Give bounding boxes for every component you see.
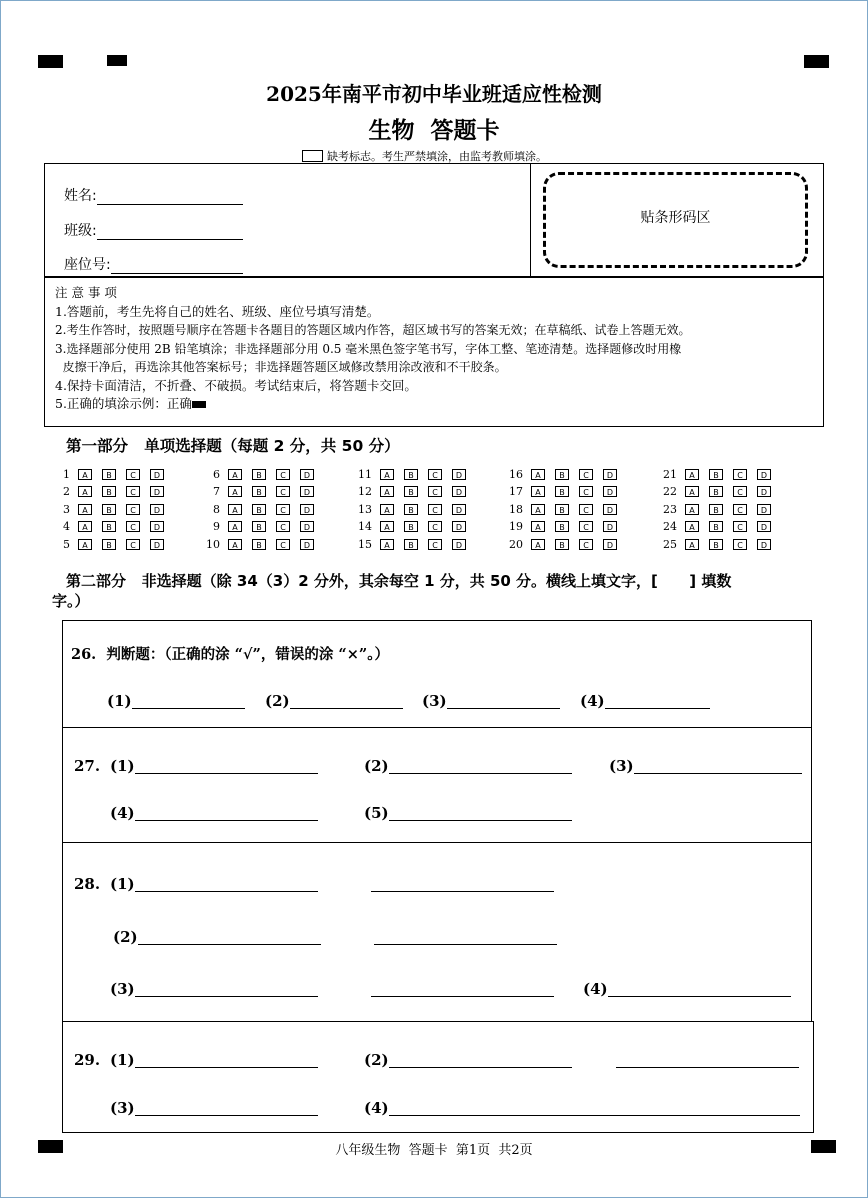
- mc-option-d-bubble[interactable]: D: [603, 486, 617, 497]
- mc-option-c-bubble[interactable]: C: [428, 504, 442, 515]
- info-divider: [530, 163, 531, 277]
- q28-number: 28.: [74, 875, 101, 893]
- mc-option-b-bubble[interactable]: B: [555, 504, 569, 515]
- q28-answer-3b[interactable]: [371, 996, 554, 997]
- mc-option-c-bubble[interactable]: C: [733, 486, 747, 497]
- mc-option-c-bubble[interactable]: C: [276, 469, 290, 480]
- mc-option-b-bubble[interactable]: B: [102, 504, 116, 515]
- mc-question-2: [50, 484, 174, 498]
- q29-answer-2b[interactable]: [616, 1067, 799, 1068]
- mc-option-a-bubble[interactable]: A: [78, 521, 92, 532]
- mc-option-d-bubble[interactable]: D: [452, 521, 466, 532]
- mc-question-number: 16: [509, 467, 523, 481]
- mc-option-a-bubble[interactable]: A: [380, 469, 394, 480]
- mc-option-b-bubble[interactable]: B: [555, 521, 569, 532]
- q29-part-4: (4): [364, 1099, 389, 1117]
- mc-option-b-bubble[interactable]: B: [404, 504, 418, 515]
- name-row: [64, 185, 243, 205]
- mc-option-a-bubble[interactable]: A: [531, 486, 545, 497]
- mc-option-a-bubble[interactable]: A: [380, 521, 394, 532]
- mc-option-c-bubble[interactable]: C: [276, 504, 290, 515]
- mc-question-1: [50, 467, 174, 481]
- mc-option-a-bubble[interactable]: A: [228, 504, 242, 515]
- mc-question-9: [200, 519, 324, 533]
- mc-question-14: [352, 519, 476, 533]
- q27-answer-2[interactable]: [389, 773, 572, 774]
- mc-question-8: [200, 502, 324, 516]
- mc-option-a-bubble[interactable]: A: [78, 469, 92, 480]
- barcode-label: 贴条形码区: [640, 210, 711, 226]
- q28-box: [62, 842, 812, 1022]
- q27-part-3: (3): [609, 757, 634, 775]
- mc-option-d-bubble[interactable]: D: [757, 469, 771, 480]
- mc-question-number: 23: [663, 502, 677, 516]
- mc-option-c-bubble[interactable]: C: [733, 521, 747, 532]
- mc-question-number: 18: [509, 502, 523, 516]
- mc-option-b-bubble[interactable]: B: [252, 521, 266, 532]
- mc-option-c-bubble[interactable]: C: [733, 539, 747, 550]
- mc-option-b-bubble[interactable]: B: [709, 486, 723, 497]
- mc-option-d-bubble[interactable]: D: [150, 521, 164, 532]
- mc-option-d-bubble[interactable]: D: [300, 486, 314, 497]
- class-row: [64, 220, 243, 240]
- mc-question-number: 5: [63, 537, 70, 551]
- mc-question-number: 11: [358, 467, 372, 481]
- corner-mark: [38, 55, 63, 68]
- note-item: 2.考生作答时，按照题号顺序在答题卡各题目的答题区域内作答，超区域书写的答案无效；在草稿纸、试卷上答题无效。: [55, 323, 691, 337]
- mc-question-17: [503, 484, 627, 498]
- mc-option-a-bubble[interactable]: A: [228, 539, 242, 550]
- mc-option-b-bubble[interactable]: B: [252, 486, 266, 497]
- mc-option-d-bubble[interactable]: D: [757, 521, 771, 532]
- mc-option-d-bubble[interactable]: D: [452, 539, 466, 550]
- mc-option-b-bubble[interactable]: B: [404, 486, 418, 497]
- mc-option-d-bubble[interactable]: D: [150, 469, 164, 480]
- q27-box: [62, 727, 812, 843]
- seat-row: [64, 254, 243, 274]
- q27-answer-3[interactable]: [634, 773, 802, 774]
- mc-question-22: [657, 484, 781, 498]
- mc-question-5: [50, 537, 174, 551]
- mc-option-b-bubble[interactable]: B: [404, 521, 418, 532]
- note-item: 1.答题前，考生先将自己的姓名、班级、座位号填写清楚。: [55, 303, 380, 319]
- q27-part-2: (2): [364, 757, 389, 775]
- mc-option-a-bubble[interactable]: A: [380, 504, 394, 515]
- mc-option-a-bubble[interactable]: A: [228, 521, 242, 532]
- note-item: 皮擦干净后，再选涂其他答案标号；非选择题答题区域修改禁用涂改液和不干胶条。: [55, 360, 507, 374]
- q29-part-3: (3): [110, 1099, 135, 1117]
- mc-option-d-bubble[interactable]: D: [300, 469, 314, 480]
- mc-option-a-bubble[interactable]: A: [228, 469, 242, 480]
- mc-question-number: 22: [663, 484, 677, 498]
- mc-question-number: 20: [509, 537, 523, 551]
- note-item: 3.选择题部分使用 2B 铅笔填涂；非选择题部分用 0.5 毫米黑色签字笔书写，字体工整、笔迹清楚。选择题修改时用橡: [55, 341, 682, 356]
- mc-option-a-bubble[interactable]: A: [228, 486, 242, 497]
- q26-part-1: (1): [107, 692, 132, 710]
- mc-option-d-bubble[interactable]: D: [603, 504, 617, 515]
- mc-question-number: 17: [509, 484, 523, 498]
- mc-question-number: 12: [358, 484, 372, 498]
- mc-question-number: 9: [213, 519, 220, 533]
- q26-answer-2[interactable]: [290, 708, 403, 709]
- mc-option-c-bubble[interactable]: C: [579, 486, 593, 497]
- mc-option-d-bubble[interactable]: D: [603, 469, 617, 480]
- mc-option-c-bubble[interactable]: C: [579, 469, 593, 480]
- q27-number: 27.: [74, 757, 101, 775]
- mc-option-b-bubble[interactable]: B: [102, 521, 116, 532]
- mc-option-b-bubble[interactable]: B: [404, 469, 418, 480]
- mc-option-a-bubble[interactable]: A: [531, 504, 545, 515]
- mc-option-c-bubble[interactable]: C: [579, 504, 593, 515]
- mc-option-b-bubble[interactable]: B: [709, 504, 723, 515]
- q29-part-2: (2): [364, 1051, 389, 1069]
- q28-answer-4[interactable]: [608, 996, 791, 997]
- mc-option-c-bubble[interactable]: C: [126, 504, 140, 515]
- page-footer: 八年级生物 答题卡 第1页 共2页: [335, 1143, 533, 1158]
- q26-part-3: (3): [422, 692, 447, 710]
- q29-answer-2a[interactable]: [389, 1067, 572, 1068]
- mc-option-b-bubble[interactable]: B: [102, 469, 116, 480]
- mc-question-number: 7: [213, 484, 220, 498]
- mc-option-c-bubble[interactable]: C: [126, 486, 140, 497]
- mc-option-b-bubble[interactable]: B: [555, 469, 569, 480]
- q28-answer-2b[interactable]: [374, 944, 557, 945]
- mc-question-number: 24: [663, 519, 677, 533]
- part2-title-line2: 字。）: [52, 592, 90, 610]
- mc-option-d-bubble[interactable]: D: [757, 504, 771, 515]
- mc-option-d-bubble[interactable]: D: [150, 539, 164, 550]
- q26-box: [62, 620, 812, 728]
- mc-question-24: [657, 519, 781, 533]
- mc-option-b-bubble[interactable]: B: [102, 539, 116, 550]
- mc-option-a-bubble[interactable]: A: [380, 486, 394, 497]
- absent-note: 缺考标志。考生严禁填涂，由监考教师填涂。: [327, 150, 547, 163]
- mc-option-a-bubble[interactable]: A: [685, 486, 699, 497]
- mc-option-d-bubble[interactable]: D: [150, 486, 164, 497]
- mc-option-a-bubble[interactable]: A: [685, 539, 699, 550]
- seat-field[interactable]: [111, 273, 243, 274]
- mc-question-number: 13: [358, 502, 372, 516]
- mc-option-c-bubble[interactable]: C: [733, 504, 747, 515]
- q26-answer-1[interactable]: [132, 708, 245, 709]
- seat-label: 座位号:: [64, 257, 111, 273]
- mc-option-c-bubble[interactable]: C: [126, 469, 140, 480]
- mc-option-a-bubble[interactable]: A: [685, 504, 699, 515]
- q26-part-4: (4): [580, 692, 605, 710]
- mc-question-12: [352, 484, 476, 498]
- q28-answer-2a[interactable]: [138, 944, 321, 945]
- mc-option-d-bubble[interactable]: D: [452, 504, 466, 515]
- q28-part-2: (2): [113, 928, 138, 946]
- exam-title: 2025年南平市初中毕业班适应性检测: [266, 82, 602, 106]
- q29-number: 29.: [74, 1051, 101, 1069]
- q28-part-3: (3): [110, 980, 135, 998]
- class-label: 班级:: [64, 223, 97, 239]
- corner-mark: [107, 55, 127, 66]
- q29-answer-3[interactable]: [135, 1115, 318, 1116]
- mc-option-a-bubble[interactable]: A: [685, 521, 699, 532]
- mc-option-a-bubble[interactable]: A: [531, 469, 545, 480]
- corner-mark: [804, 55, 829, 68]
- mc-option-d-bubble[interactable]: D: [300, 521, 314, 532]
- q27-part-1: (1): [110, 757, 135, 775]
- mc-question-number: 25: [663, 537, 677, 551]
- note-item: 5.正确的填涂示例：正确: [55, 396, 192, 411]
- mc-option-a-bubble[interactable]: A: [531, 521, 545, 532]
- mc-option-b-bubble[interactable]: B: [709, 521, 723, 532]
- q27-answer-1[interactable]: [135, 773, 318, 774]
- q28-answer-1b[interactable]: [371, 891, 554, 892]
- mc-question-number: 14: [358, 519, 372, 533]
- mc-option-b-bubble[interactable]: B: [252, 469, 266, 480]
- mc-question-number: 10: [206, 537, 220, 551]
- notes-box: [44, 277, 824, 427]
- mc-question-13: [352, 502, 476, 516]
- mc-option-c-bubble[interactable]: C: [126, 521, 140, 532]
- mc-option-c-bubble[interactable]: C: [276, 486, 290, 497]
- mc-question-10: [200, 537, 324, 551]
- q28-answer-1a[interactable]: [135, 891, 318, 892]
- mc-question-7: [200, 484, 324, 498]
- mc-option-a-bubble[interactable]: A: [531, 539, 545, 550]
- mc-question-number: 8: [213, 502, 220, 516]
- mc-option-c-bubble[interactable]: C: [428, 539, 442, 550]
- mc-option-d-bubble[interactable]: D: [757, 486, 771, 497]
- mc-option-b-bubble[interactable]: B: [709, 539, 723, 550]
- q26-part-2: (2): [265, 692, 290, 710]
- note-item-example: [55, 395, 823, 414]
- mc-option-c-bubble[interactable]: C: [276, 539, 290, 550]
- class-field[interactable]: [97, 239, 243, 240]
- q28-part-1: (1): [110, 875, 135, 893]
- absent-checkbox[interactable]: [302, 150, 323, 162]
- mc-question-25: [657, 537, 781, 551]
- mc-option-b-bubble[interactable]: B: [555, 539, 569, 550]
- absent-mark-row: [302, 148, 547, 164]
- mc-question-19: [503, 519, 627, 533]
- mc-option-d-bubble[interactable]: D: [603, 539, 617, 550]
- mc-option-c-bubble[interactable]: C: [428, 486, 442, 497]
- q28-part-4: (4): [583, 980, 608, 998]
- mc-option-d-bubble[interactable]: D: [150, 504, 164, 515]
- q26-answer-3[interactable]: [447, 708, 560, 709]
- q28-answer-3a[interactable]: [135, 996, 318, 997]
- q29-answer-1[interactable]: [135, 1067, 318, 1068]
- mc-question-3: [50, 502, 174, 516]
- mc-question-18: [503, 502, 627, 516]
- mc-question-number: 6: [213, 467, 220, 481]
- part2-title-line1: 第二部分 非选择题（除 34（3）2 分外，其余每空 1 分，共 50 分。横线上填文字，[ ] 填数: [66, 572, 732, 590]
- notes-heading: 注 意 事 项: [55, 285, 117, 300]
- mc-question-number: 1: [63, 467, 70, 481]
- mc-question-number: 2: [63, 484, 70, 498]
- mc-question-23: [657, 502, 781, 516]
- mc-option-d-bubble[interactable]: D: [300, 504, 314, 515]
- q26-label: 26. 判断题：（正确的涂 “√”，错误的涂 “×”。）: [71, 646, 389, 663]
- q26-answer-4[interactable]: [605, 708, 710, 709]
- mc-option-b-bubble[interactable]: B: [252, 539, 266, 550]
- q29-box: [62, 1021, 814, 1133]
- name-label: 姓名:: [64, 188, 97, 204]
- mc-option-b-bubble[interactable]: B: [252, 504, 266, 515]
- mc-option-a-bubble[interactable]: A: [380, 539, 394, 550]
- mc-option-b-bubble[interactable]: B: [709, 469, 723, 480]
- mc-question-15: [352, 537, 476, 551]
- mc-option-b-bubble[interactable]: B: [555, 486, 569, 497]
- mc-option-a-bubble[interactable]: A: [78, 504, 92, 515]
- mc-option-c-bubble[interactable]: C: [733, 469, 747, 480]
- mc-option-c-bubble[interactable]: C: [428, 469, 442, 480]
- mc-option-d-bubble[interactable]: D: [603, 521, 617, 532]
- mc-question-6: [200, 467, 324, 481]
- mc-option-d-bubble[interactable]: D: [300, 539, 314, 550]
- mc-option-c-bubble[interactable]: C: [579, 539, 593, 550]
- note-item: 4.保持卡面清洁，不折叠、不破损。考试结束后，将答题卡交回。: [55, 377, 417, 393]
- mc-option-a-bubble[interactable]: A: [78, 539, 92, 550]
- mc-question-number: 4: [63, 519, 70, 533]
- barcode-area[interactable]: [543, 172, 808, 268]
- mc-option-d-bubble[interactable]: D: [452, 486, 466, 497]
- mc-option-a-bubble[interactable]: A: [78, 486, 92, 497]
- mc-option-c-bubble[interactable]: C: [428, 521, 442, 532]
- filled-example-mark: [192, 401, 206, 408]
- mc-option-a-bubble[interactable]: A: [685, 469, 699, 480]
- q27-part-5: (5): [364, 804, 389, 822]
- mc-option-d-bubble[interactable]: D: [452, 469, 466, 480]
- mc-question-21: [657, 467, 781, 481]
- mc-question-11: [352, 467, 476, 481]
- q29-part-1: (1): [110, 1051, 135, 1069]
- q27-answer-4[interactable]: [135, 820, 318, 821]
- mc-question-number: 3: [63, 502, 70, 516]
- mc-option-d-bubble[interactable]: D: [757, 539, 771, 550]
- name-field[interactable]: [97, 204, 243, 205]
- q27-answer-5[interactable]: [389, 820, 572, 821]
- mc-option-c-bubble[interactable]: C: [579, 521, 593, 532]
- mc-option-c-bubble[interactable]: C: [126, 539, 140, 550]
- q29-answer-4[interactable]: [389, 1115, 800, 1116]
- mc-option-b-bubble[interactable]: B: [102, 486, 116, 497]
- mc-question-4: [50, 519, 174, 533]
- part1-title: 第一部分 单项选择题（每题 2 分，共 50 分）: [66, 437, 400, 455]
- mc-question-20: [503, 537, 627, 551]
- mc-option-b-bubble[interactable]: B: [404, 539, 418, 550]
- subject-title: 生物 答题卡: [368, 118, 500, 144]
- q27-part-4: (4): [110, 804, 135, 822]
- mc-question-16: [503, 467, 627, 481]
- mc-question-number: 15: [358, 537, 372, 551]
- mc-question-number: 21: [663, 467, 677, 481]
- mc-question-number: 19: [509, 519, 523, 533]
- mc-option-c-bubble[interactable]: C: [276, 521, 290, 532]
